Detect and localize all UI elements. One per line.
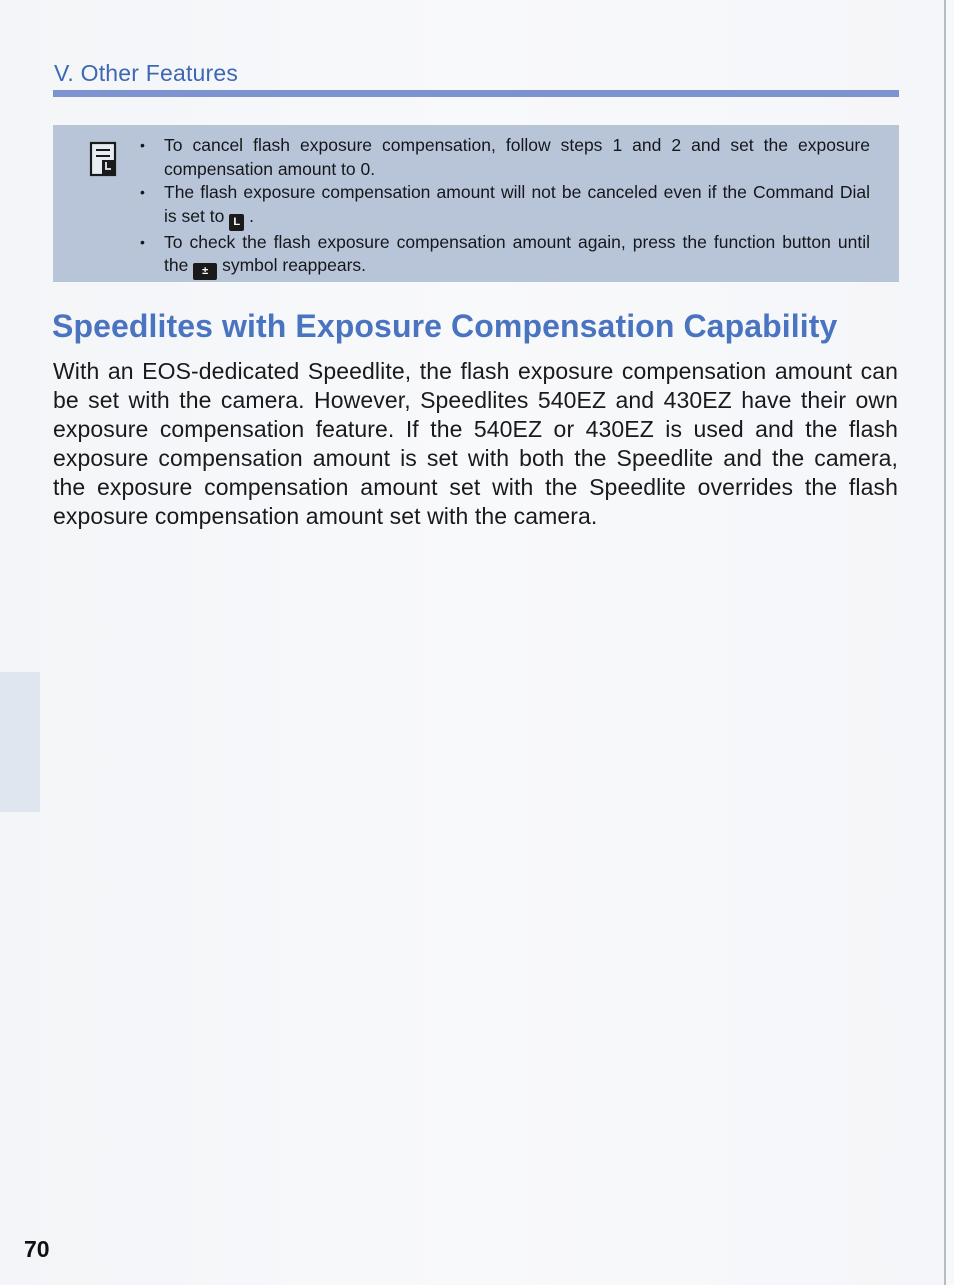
memo-icon <box>89 141 119 177</box>
note-item <box>136 181 870 231</box>
note-text-end: . <box>249 205 254 226</box>
note-text: The flash exposure compensation amount will not be canceled even if the Command Dial is set to <box>164 182 870 226</box>
page-number: 70 <box>24 1236 50 1262</box>
header-rule <box>53 90 899 97</box>
note-list <box>136 134 870 280</box>
section-header: V. Other Features <box>54 60 239 86</box>
chapter-side-tab <box>0 672 40 812</box>
note-item <box>136 134 870 181</box>
note-text: To check the flash exposure compensation amount again, press the function button until the <box>164 231 870 275</box>
note-item <box>136 231 870 281</box>
page-title: Speedlites with Exposure Compensation Capability <box>52 308 838 344</box>
note-text: To cancel flash exposure compensation, follow steps 1 and 2 and set the exposure compensation amount to 0. <box>164 135 870 179</box>
lock-mode-icon: L <box>229 214 244 231</box>
body-paragraph: With an EOS-dedicated Speedlite, the flash exposure compensation amount can be set with the camera. However, Speedlites 540EZ and 430EZ have their own exposure compensation feature. If the 540EZ or 430EZ is used and the flash exposure compensation amount is set with both the Speedlite and the camera, the exposure compensation amount set with the Speedlite overrides the flash exposure compensation amount set with the camera. <box>53 358 898 529</box>
note-text-end: symbol reappears. <box>222 255 367 275</box>
flash-compensation-icon: ± <box>193 263 217 280</box>
